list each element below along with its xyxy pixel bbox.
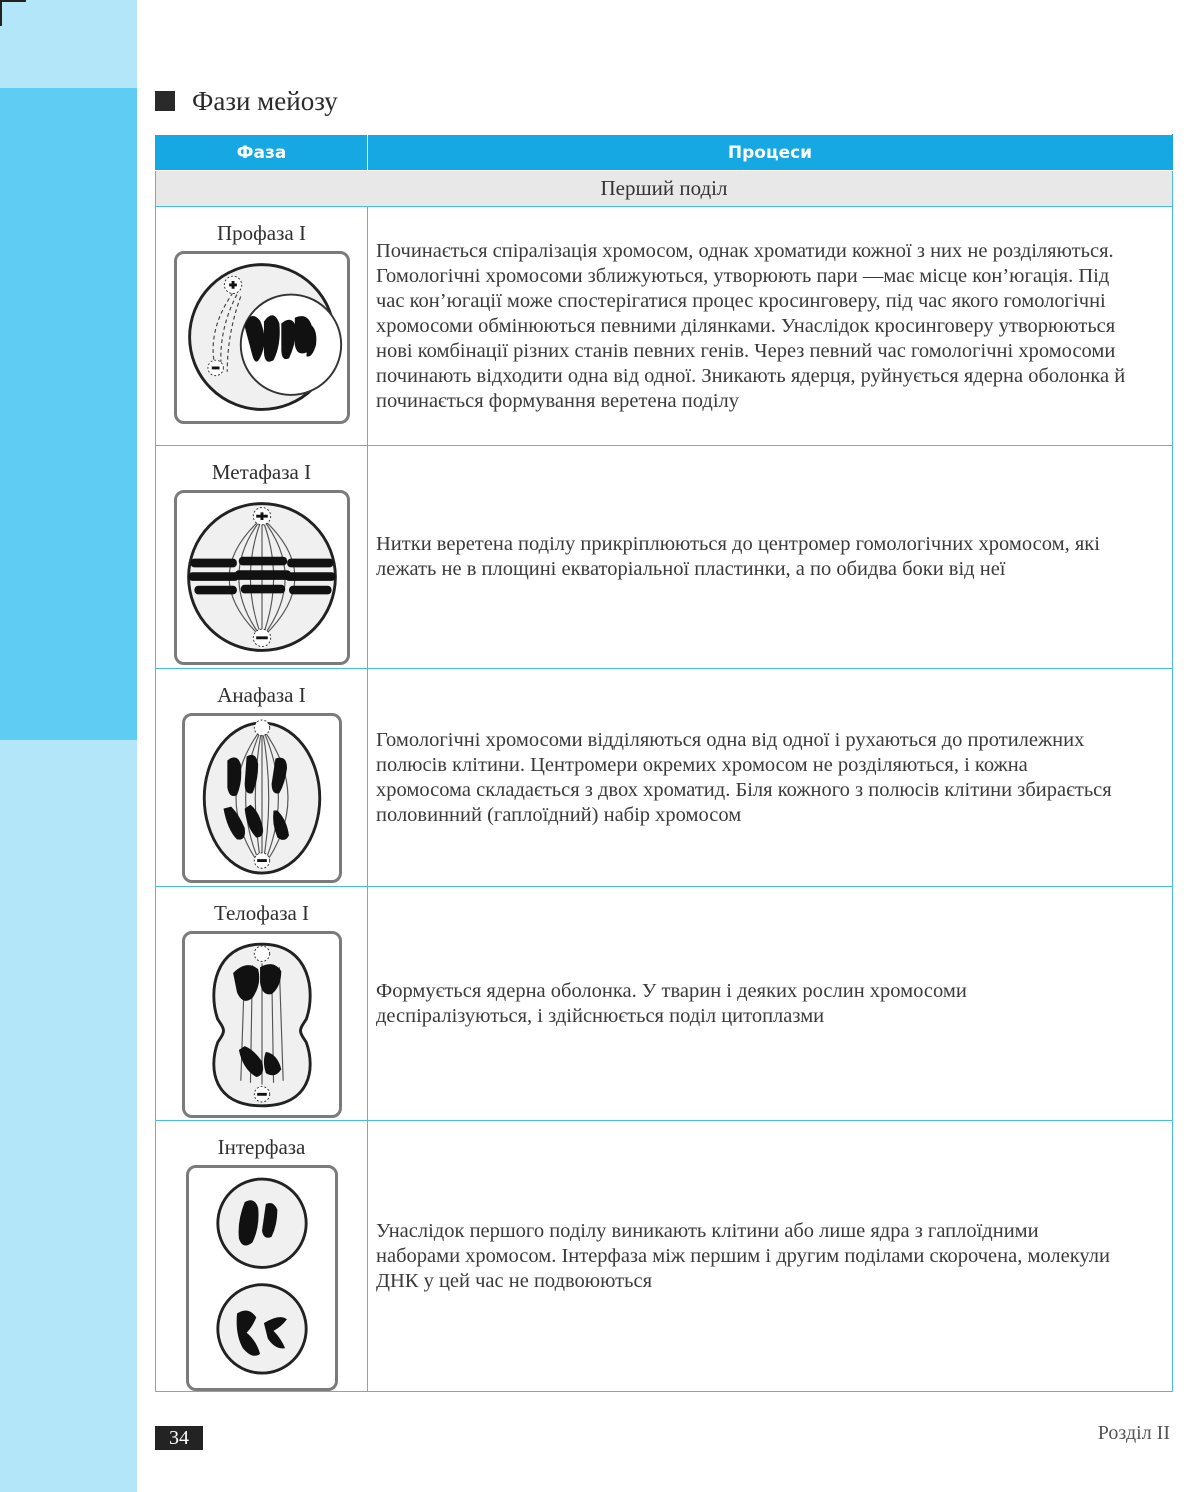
table-header-row [156,135,1173,171]
phase-name: Телофаза І [213,901,310,925]
telophase-cell-icon [182,931,342,1118]
phase-cell [156,669,368,887]
process-cell [368,1121,1173,1392]
phase-name: Інтерфаза [217,1135,306,1159]
process-cell [368,887,1173,1121]
phase-name: Метафаза І [211,460,312,484]
phase-name: Анафаза І [217,683,306,707]
phase-cell [156,1121,368,1392]
process-cell [368,207,1173,446]
header-phase: Фаза [156,135,368,171]
process-text: Формується ядерна оболонка. У тварин і деяких рослин хромосоми деспіралізуються, і здійснюється поділ цитоплазми [376,979,967,1027]
metaphase-cell-icon [174,490,350,665]
table-row [156,1121,1173,1392]
table-row [156,446,1173,669]
sidebar-dark [0,88,137,740]
subheader-first-division: Перший поділ [156,171,1173,207]
section-title [155,84,338,118]
chapter-label: Розділ II [1097,1422,1170,1444]
meiosis-phases-table [155,134,1173,1392]
table-row [156,669,1173,887]
phase-cell [156,887,368,1121]
anaphase-cell-icon [182,713,342,883]
page-number: 34 [155,1426,203,1450]
phase-cell [156,207,368,446]
header-processes: Процеси [368,135,1173,171]
table-subheader-row [156,171,1173,207]
table-row [156,887,1173,1121]
prophase-cell-icon [174,251,350,424]
crop-mark [0,0,26,26]
section-title-text: Фази мейозу [192,85,338,116]
title-square-icon [155,91,175,111]
table-row [156,207,1173,446]
process-text: Унаслідок першого поділу виникають клітини або лише ядра з гаплоїдними наборами хромосом. Інтерфаза між першим і другим поділами скорочена, молекули ДНК у цей час не подвоюються [376,1219,1110,1292]
process-text: Починається спіралізація хромосом, однак хроматиди кожної з них не розділяються. Гомологічні хромосоми зближуються, утворюють пари —має місце кон’югація. Під час кон’югації може спостерігатися процес кросинговеру, під час якого гомологічні хромосоми обмінюються певними ділянками. Унаслідок кросинговеру утворюються нові комбінації різних станів певних генів. Через певний час гомологічні хромосоми починають відходити одна від одної. Зникають ядерця, руйнується ядерна оболонка й починається формування веретена поділу [376,239,1126,412]
phase-cell [156,446,368,669]
process-cell [368,446,1173,669]
interphase-cells-icon [186,1165,338,1391]
process-cell [368,669,1173,887]
phase-name: Профаза І [217,221,306,245]
process-text: Гомологічні хромосоми відділяються одна від одної і рухаються до протилежних полюсів клітини. Центромери окремих хромосом не розділяються, і кожна хромосома складається з двох хроматид. Біля кожного з полюсів клітини збирається половинний (гаплоїдний) набір хромосом [376,728,1112,826]
process-text: Нитки веретена поділу прикріплюються до центромер гомологічних хромосом, які лежать не в площині екваторіальної пластинки, а по обидва боки від неї [376,533,1100,580]
